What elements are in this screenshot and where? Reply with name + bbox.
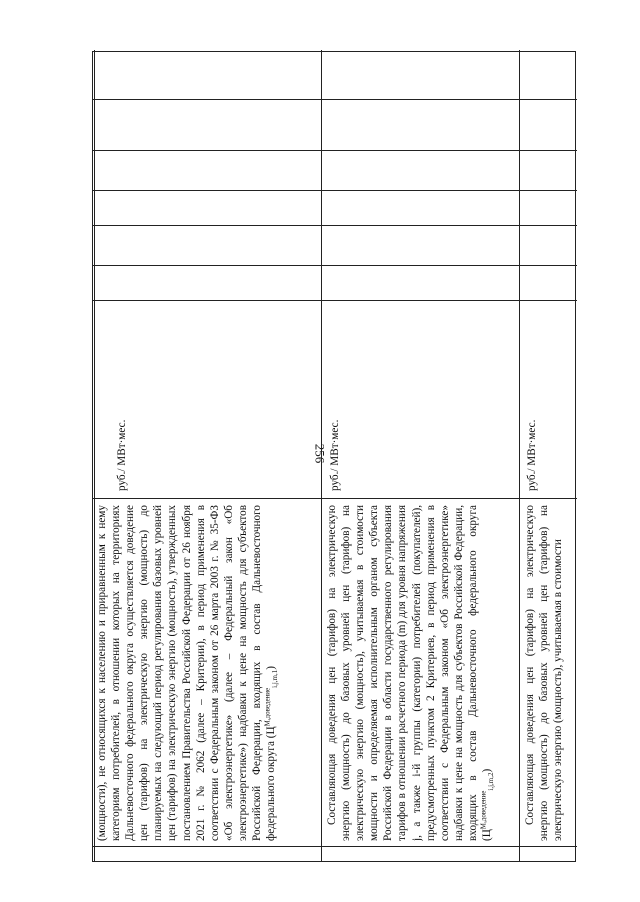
page-number: 256 [312,443,328,464]
row-unit: руб./ МВт·мес. [329,419,341,491]
row-description: Составляющая доведения цен (тарифов) на электрическую энергию (мощность) до базовых уровней цен (тарифов) на электрическую энергию (мощность), учитываемая в стоимости мощности и определяемая исполнительным органом субъекта Российской Федерации в области государственного регулирования тарифов в отношении расчетного периода (m) для уровня напряжения j, а также i-й группы (категории) потребителей (покупателей), предусмотренных пунктом 2 Критериев, в период применения в соответствии с Федеральным законом «Об электроэнергетике» надбавки к цене на мощность для субъектов Российской Федерации, входящих в состав Дальневосточного федерального округа $(Ц^{М,доведение}_{i,j,m,2})$ [326,505,496,841]
table-rule [519,50,520,861]
table-frame [92,51,576,862]
row-description: Составляющая доведения цен (тарифов) на электрическую энергию (мощность) до базовых уровней цен (тарифов) на электрическую энергию (мощность), учитываемая в стоимости [524,505,565,841]
table-column-rule [93,150,577,151]
row-unit: руб./ МВт·мес. [526,419,538,491]
row-description: (мощности), не относящихся к населению и приравненным к нему категориям потребителей, в отношении которых на территориях Дальневосточного федерального округа осуществляется доведение цен (тарифов) на электрическую энергию (мощность) до планируемых на следующий период регулирования базовых уровней цен (тарифов) на электрическую энергию (мощность), утвержденных постановлением Правительства Российской Федерации от 26 ноября 2021 г. № 2062 (далее – Критерии), в период применения в соответствии с Федеральным законом от 26 марта 2003 г. № 35-ФЗ «Об электроэнергетике» (далее – Федеральный закон «Об электроэнергетике») надбавки к цене на мощность для субъектов Российской Федерации, входящих в состав Дальневосточного федерального округа $(Ц^{М,доведение}_{i,j,m,1})$ [96,505,280,841]
table-column-rule [93,300,577,301]
table-column-rule [93,265,577,266]
tariff-table [92,51,576,862]
row-unit: руб./ МВт·мес. [116,419,128,491]
table-column-rule [93,846,577,847]
table-column-rule [93,190,577,191]
table-column-rule [93,498,577,499]
table-rule [321,50,322,861]
table-column-rule [93,99,577,100]
table-column-rule [93,225,577,226]
